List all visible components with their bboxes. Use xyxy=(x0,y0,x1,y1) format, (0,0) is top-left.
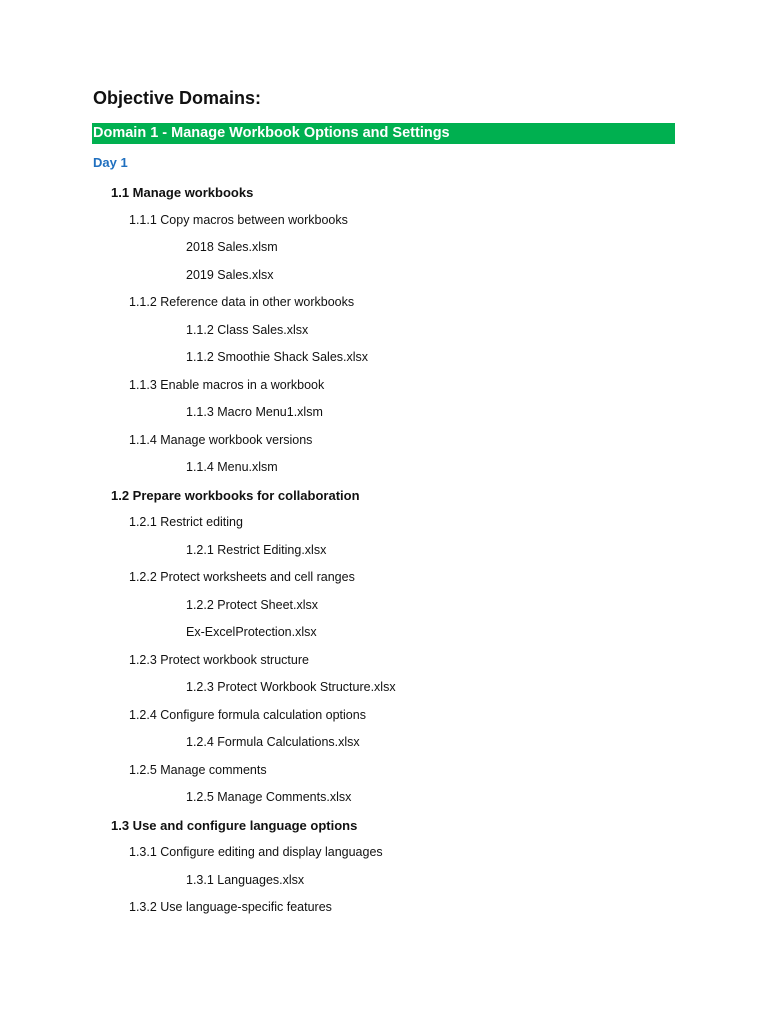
file-item: 1.2.3 Protect Workbook Structure.xlsx xyxy=(186,680,396,694)
objective-item: 1.2.1 Restrict editing xyxy=(129,515,243,529)
objective-item: 1.3.1 Configure editing and display languages xyxy=(129,845,383,859)
file-item: 1.2.5 Manage Comments.xlsx xyxy=(186,790,352,804)
file-item: 1.2.2 Protect Sheet.xlsx xyxy=(186,597,319,612)
objective-list xyxy=(0,179,768,922)
file-item: 1.2.1 Restrict Editing.xlsx xyxy=(186,542,327,557)
document-title: Objective Domains: xyxy=(93,88,262,108)
file-item: 2019 Sales.xlsx xyxy=(186,267,274,282)
section-heading: 1.3 Use and configure language options xyxy=(111,817,358,833)
objective-item: 1.1.3 Enable macros in a workbook xyxy=(129,377,325,392)
section-heading: 1.1 Manage workbooks xyxy=(111,185,254,200)
file-item: 1.1.2 Smoothie Shack Sales.xlsx xyxy=(186,350,369,364)
section-heading: 1.2 Prepare workbooks for collaboration xyxy=(111,487,360,503)
objective-item: 1.1.2 Reference data in other workbooks xyxy=(129,295,355,309)
objective-item: 1.3.2 Use language-specific features xyxy=(129,900,332,914)
file-item: 1.1.3 Macro Menu1.xlsm xyxy=(186,405,323,419)
domain-heading: Domain 1 - Manage Workbook Options and Settings xyxy=(92,123,675,144)
file-item: 1.3.1 Languages.xlsx xyxy=(186,872,305,887)
objective-item: 1.2.5 Manage comments xyxy=(129,762,267,777)
day-heading: Day 1 xyxy=(93,155,128,170)
file-item: 2018 Sales.xlsm xyxy=(186,240,278,254)
objective-item: 1.2.4 Configure formula calculation options xyxy=(129,707,366,722)
file-item: 1.1.4 Menu.xlsm xyxy=(186,460,278,474)
objective-item: 1.1.4 Manage workbook versions xyxy=(129,432,313,447)
objective-item: 1.2.3 Protect workbook structure xyxy=(129,652,309,667)
file-item: Ex-ExcelProtection.xlsx xyxy=(186,625,317,639)
objective-item: 1.1.1 Copy macros between workbooks xyxy=(129,212,348,227)
file-item: 1.1.2 Class Sales.xlsx xyxy=(186,322,309,337)
file-item: 1.2.4 Formula Calculations.xlsx xyxy=(186,735,360,749)
objective-item: 1.2.2 Protect worksheets and cell ranges xyxy=(129,570,355,584)
